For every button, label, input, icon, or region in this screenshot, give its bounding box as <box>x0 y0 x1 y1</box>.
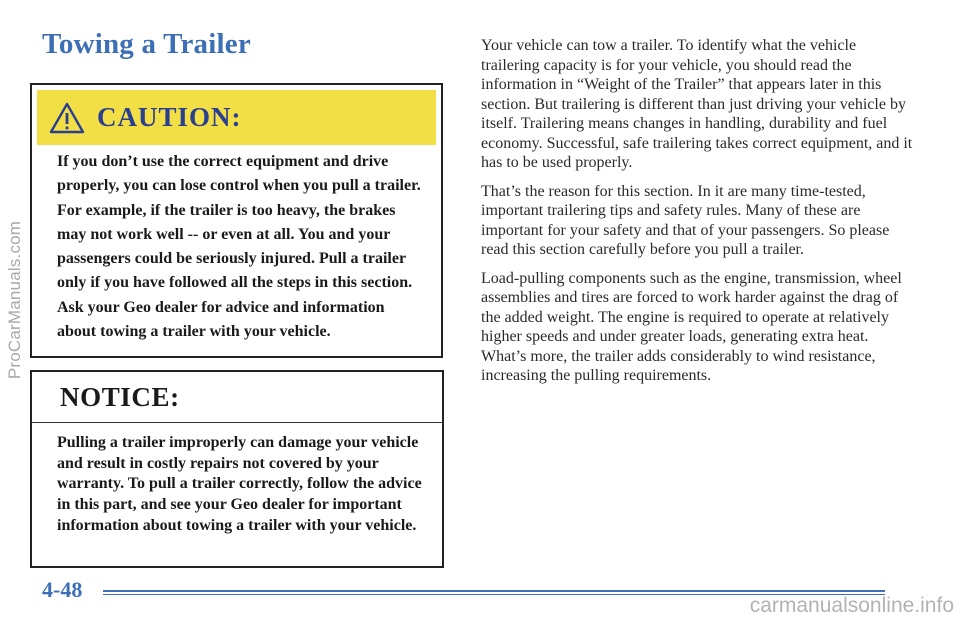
caution-text: If you don’t use the correct equipment and drive properly, you can lose control when you pull a trailer. For example, if the trailer is too heavy, the brakes may not work well -- or even at all. You and your passengers could be seriously injured. Pull a trailer only if you have followed all the steps in this section. Ask your Geo dealer for advice and information about towing a trailer with your vehicle. <box>57 153 421 341</box>
body-text-column <box>481 36 913 395</box>
footer-rule <box>103 590 885 592</box>
side-watermark <box>2 90 28 510</box>
body-paragraph: Your vehicle can tow a trailer. To identify what the vehicle trailering capacity is for your vehicle, you should read the information in “Weight of the Trailer” that appears later in this section. But trailering is different than just driving your vehicle by itself. Trailering means changes in handling, durability and fuel economy. Successful, safe trailering takes correct equipment, and it has to be used properly. <box>481 37 913 171</box>
body-paragraph: That’s the reason for this section. In it are many time-tested, important trailering tips and safety rules. Many of these are important for your safety and that of your passengers. So please read this section carefully before you pull a trailer. <box>481 182 890 258</box>
page-number: 4-48 <box>42 577 83 602</box>
warning-triangle-icon <box>49 102 85 134</box>
side-watermark-text: ProCarManuals.com <box>5 220 24 380</box>
notice-text: Pulling a trailer improperly can damage your vehicle and result in costly repairs not covered by your warranty. To pull a trailer correctly, follow the advice in this part, and see your Geo dealer for important information about towing a trailer with your vehicle. <box>57 434 422 534</box>
page-title: Towing a Trailer <box>42 28 251 60</box>
body-paragraph: Load-pulling components such as the engine, transmission, wheel assemblies and tires are forced to work harder against the drag of the added weight. The engine is required to operate at relatively higher speeds and under greater loads, generating extra heat. What’s more, the trailer adds considerably to wind resistance, increasing the pulling requirements. <box>481 269 902 384</box>
caution-box <box>30 83 443 358</box>
caution-header <box>37 90 436 145</box>
bottom-watermark: carmanualsonline.info <box>749 594 954 617</box>
caution-label: CAUTION: <box>97 102 242 132</box>
notice-box <box>30 370 444 568</box>
notice-label: NOTICE: <box>32 372 442 423</box>
